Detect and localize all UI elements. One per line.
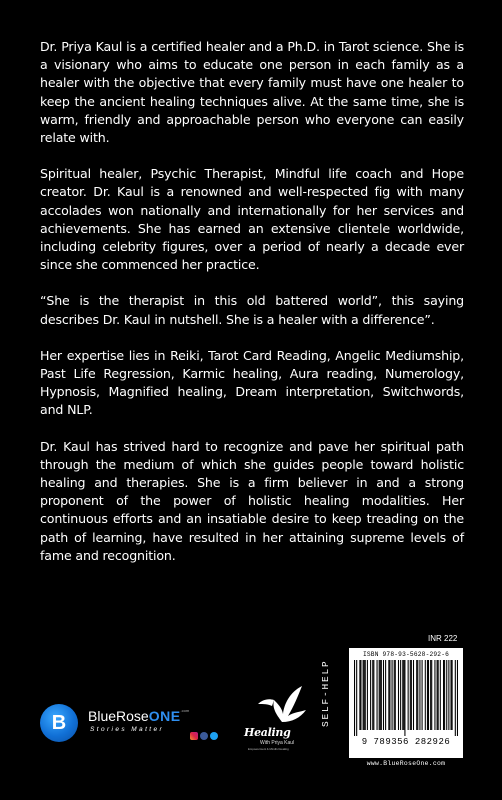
barcode-bar — [356, 660, 357, 736]
barcode-bar — [385, 660, 386, 730]
facebook-icon — [200, 732, 208, 740]
barcode-bar — [411, 660, 412, 730]
brand-tagline: Empowerment & Mindful Healing — [248, 747, 289, 751]
publisher-tagline: Stories Matter — [90, 726, 165, 733]
barcode-bar — [388, 660, 389, 730]
barcode-bar — [444, 660, 445, 730]
social-icons — [190, 732, 218, 740]
barcode-bar — [373, 660, 374, 730]
barcode-bar — [452, 660, 453, 730]
barcode-bar — [438, 660, 439, 730]
barcode-bar — [381, 660, 382, 730]
barcode-bar — [360, 660, 361, 730]
instagram-icon — [190, 732, 198, 740]
isbn-number: ISBN 978-93-5628-292-6 — [362, 651, 450, 658]
healing-brand-logo — [240, 682, 320, 772]
barcode-bar — [403, 660, 404, 730]
barcode-bar — [413, 660, 414, 730]
back-cover-text — [40, 38, 464, 583]
barcode-bar — [457, 660, 458, 736]
barcode-icon — [354, 660, 458, 736]
barcode-bar — [443, 660, 444, 730]
publisher-name: BlueRoseONE$^{.com}$ — [88, 708, 190, 724]
barcode-bar — [430, 660, 431, 730]
barcode-bar — [434, 660, 435, 730]
barcode-bar — [377, 660, 378, 730]
barcode-bar — [370, 660, 371, 730]
barcode-bar — [450, 660, 451, 730]
barcode-bar — [440, 660, 441, 730]
barcode-digits: 9 789356 282926 — [361, 737, 451, 747]
publisher-website: www.BlueRoseOne.com — [366, 760, 446, 767]
barcode-bar — [419, 660, 420, 730]
barcode-bar — [379, 660, 380, 730]
barcode-bar — [365, 660, 366, 730]
barcode-bar — [380, 660, 381, 730]
dove-icon — [252, 682, 312, 732]
barcode-bar — [359, 660, 360, 730]
isbn-barcode — [349, 648, 463, 758]
barcode-bar — [372, 660, 373, 730]
barcode-bar — [389, 660, 390, 730]
barcode-bar — [354, 660, 355, 736]
barcode-bar — [417, 660, 418, 730]
paragraph-mission: Dr. Kaul has strived hard to recognize and pave her spiritual path through the medium of which she guides people toward holistic healing and therapies. She is a firm believer in and a strong proponent of the power of holistic healing modalities. Her continuous efforts and an insatiable desire to keep treading on the path of learning, have resulted in her attaining supreme levels of fame and recognition. — [40, 438, 464, 563]
publisher-logo — [40, 700, 240, 746]
barcode-bar — [363, 660, 364, 730]
barcode-bar — [427, 660, 428, 730]
brand-title: Healing — [244, 726, 291, 739]
brand-subtitle: With Priya Kaul — [260, 740, 295, 746]
barcode-bar — [408, 660, 409, 730]
barcode-bar — [410, 660, 411, 730]
barcode-bar — [395, 660, 396, 730]
price-label: INR 222 — [428, 634, 458, 643]
barcode-bar — [416, 660, 417, 730]
paragraph-expertise: Her expertise lies in Reiki, Tarot Card Reading, Angelic Mediumship, Past Life Regression, Karmic healing, Aura reading, Numerology, Hypnosis, Magnified healing, Dream interpretation, Switchwords, and NLP. — [40, 347, 464, 418]
barcode-bar — [422, 660, 423, 730]
publisher-emblem-icon: B — [40, 704, 78, 742]
barcode-bar — [398, 660, 399, 730]
paragraph-quote: “She is the therapist in this old battered world”, this saying describes Dr. Kaul in nutshell. She is a healer with a difference”. — [40, 293, 464, 327]
barcode-bar — [402, 660, 403, 730]
barcode-bar — [428, 660, 429, 730]
barcode-bar — [404, 660, 405, 736]
barcode-bar — [455, 660, 456, 736]
barcode-bar — [367, 660, 368, 730]
barcode-bar — [394, 660, 395, 730]
barcode-bar — [392, 660, 393, 730]
barcode-bar — [437, 660, 438, 730]
paragraph-intro: Dr. Priya Kaul is a certified healer and a Ph.D. in Tarot science. She is a visionary who aims to educate one person in each family as a healer with the objective that every family must have one healer to keep the ancient healing techniques alive. At the same time, she is warm, friendly and approachable person who everyone can easily relate with. — [40, 39, 464, 146]
barcode-bar — [383, 660, 384, 730]
paragraph-roles: Spiritual healer, Psychic Therapist, Mindful life coach and Hope creator. Dr. Kaul is a renowned and well-respected fig with many accolades won nationally and internationally for her services and achievements. She has earned an extensive clientele worldwide, including celebrity figures, over a period of nearly a decade ever since she commenced her practice. — [40, 166, 464, 273]
barcode-bar — [364, 660, 365, 730]
barcode-bar — [431, 660, 432, 730]
barcode-bar — [446, 660, 447, 730]
genre-label: SELF-HELP — [320, 659, 331, 727]
barcode-bar — [448, 660, 449, 730]
twitter-icon — [210, 732, 218, 740]
barcode-bar — [400, 660, 401, 730]
barcode-bar — [425, 660, 426, 730]
